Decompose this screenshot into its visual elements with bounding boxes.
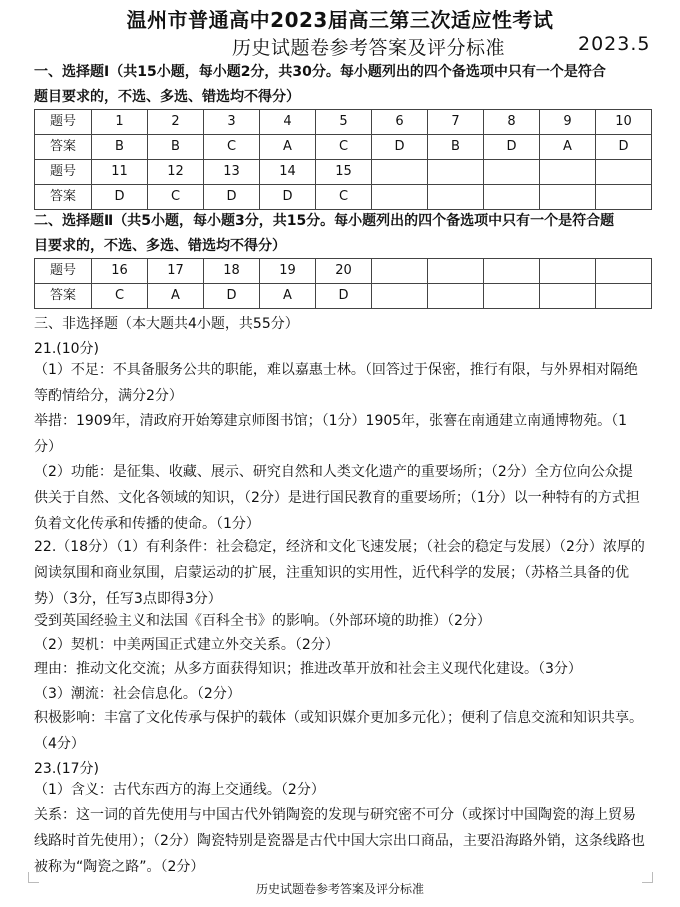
table-cell: A	[148, 284, 204, 309]
table-row-header: 题号	[35, 110, 92, 135]
table-cell: C	[148, 185, 204, 210]
table-cell: 1	[92, 110, 148, 135]
table-cell: D	[260, 185, 316, 210]
table-cell: 4	[260, 110, 316, 135]
table-cell: A	[260, 284, 316, 309]
table-cell: D	[204, 185, 260, 210]
table-cell: 17	[148, 259, 204, 284]
table-cell	[540, 259, 596, 284]
table-cell	[372, 160, 428, 185]
q22-part2: （2）契机：中美两国正式建立外交关系。（2分）	[34, 637, 339, 653]
table-cell: B	[428, 135, 484, 160]
table-cell: D	[484, 135, 540, 160]
table-cell: 13	[204, 160, 260, 185]
table-cell	[484, 284, 540, 309]
q23-label: 23.(17分)	[34, 761, 100, 777]
q21-measures: 举措：1909年，清政府开始筹建京师图书馆；（1分）1905年，张謇在南通建立南通博物苑。（1分）	[34, 413, 628, 455]
section2-heading-line1: 二、选择题Ⅱ（共5小题，每小题3分，共15分。每小题列出的四个备选项中只有一个是符合题	[34, 213, 615, 229]
table-cell	[372, 284, 428, 309]
table-cell: C	[204, 135, 260, 160]
q23-part1: （1）含义：古代东西方的海上交通线。（2分）	[34, 782, 325, 798]
corner-mark-left	[28, 872, 39, 883]
table-cell	[596, 259, 652, 284]
table-cell: 11	[92, 160, 148, 185]
table-cell	[596, 284, 652, 309]
section3-heading: 三、非选择题（本大题共4小题，共55分）	[34, 316, 299, 332]
table-cell: 18	[204, 259, 260, 284]
table-cell	[596, 185, 652, 210]
table-cell: C	[316, 135, 372, 160]
table-cell	[484, 259, 540, 284]
corner-mark-right	[642, 872, 653, 883]
table-cell: 19	[260, 259, 316, 284]
table-cell: B	[92, 135, 148, 160]
q22-part3: （3）潮流：社会信息化。（2分）	[34, 686, 241, 702]
q21-label: 21.(10分)	[34, 341, 100, 357]
table-cell: C	[316, 185, 372, 210]
q23-relation: 关系：这一词的首先使用与中国古代外销陶瓷的发现与研究密不可分（或探讨中国陶瓷的海上贸易线路时首先使用）；（2分）陶瓷特别是瓷器是古代中国大宗出口商品，主要沿海路外销，这条线路也被称为“陶瓷之路”。（2分）	[34, 807, 645, 875]
table-row-header: 答案	[35, 185, 92, 210]
table-cell	[596, 160, 652, 185]
table-row-header: 题号	[35, 259, 92, 284]
table-cell: A	[260, 135, 316, 160]
section2-answer-table	[34, 258, 652, 309]
table-cell: 9	[540, 110, 596, 135]
q22-part1: 22.（18分）（1）有利条件：社会稳定，经济和文化飞速发展；（社会的稳定与发展）（2分）浓厚的阅读氛围和商业氛围，启蒙运动的扩展，注重知识的实用性，近代科学的发展；（苏格兰具备的优势）（3分，任写3点即得3分）	[34, 539, 645, 607]
q22-impact: 积极影响：丰富了文化传承与保护的载体（或知识媒介更加多元化）；便利了信息交流和知识共享。（4分）	[34, 710, 643, 752]
table-cell	[372, 259, 428, 284]
table-cell	[484, 160, 540, 185]
table-cell: 6	[372, 110, 428, 135]
table-cell	[428, 259, 484, 284]
exam-subtitle: 历史试题卷参考答案及评分标准	[232, 37, 506, 59]
section1-heading-line2: 题目要求的，不选、多选、错选均不得分）	[34, 89, 300, 105]
table-cell: 16	[92, 259, 148, 284]
exam-title: 温州市普通高中2023届高三第三次适应性考试	[126, 8, 554, 32]
table-cell	[428, 185, 484, 210]
table-cell: D	[92, 185, 148, 210]
table-cell: D	[316, 284, 372, 309]
table-cell: 14	[260, 160, 316, 185]
table-cell: D	[372, 135, 428, 160]
table-cell: 7	[428, 110, 484, 135]
table-cell	[540, 160, 596, 185]
table-cell	[484, 185, 540, 210]
q22-reason: 理由：推动文化交流；从多方面获得知识；推进改革开放和社会主义现代化建设。（3分）	[34, 661, 582, 677]
table-row-header: 答案	[35, 135, 92, 160]
table-row-header: 题号	[35, 160, 92, 185]
table-cell: 3	[204, 110, 260, 135]
table-row	[35, 284, 652, 309]
table-cell: 5	[316, 110, 372, 135]
section2-heading-line2: 目要求的，不选、多选、错选均不得分）	[34, 238, 286, 254]
table-cell: D	[204, 284, 260, 309]
table-row-header: 答案	[35, 284, 92, 309]
table-row	[35, 185, 652, 210]
table-cell	[372, 185, 428, 210]
table-cell: 12	[148, 160, 204, 185]
table-row	[35, 259, 652, 284]
table-row	[35, 135, 652, 160]
exam-date: 2023.5	[578, 33, 651, 55]
section1-answer-table	[34, 109, 652, 210]
table-cell: A	[540, 135, 596, 160]
table-cell: B	[148, 135, 204, 160]
q21-part2: （2）功能：是征集、收藏、展示、研究自然和人类文化遗产的重要场所；（2分）全方位向公众提供关于自然、文化各领域的知识，（2分）是进行国民教育的重要场所；（1分）以一种特有的方式担负着文化传承和传播的使命。（1分）	[34, 464, 640, 532]
table-row	[35, 110, 652, 135]
table-row	[35, 160, 652, 185]
table-cell	[540, 284, 596, 309]
table-cell	[428, 284, 484, 309]
table-cell: 8	[484, 110, 540, 135]
table-cell	[428, 160, 484, 185]
page-footer: 历史试题卷参考答案及评分标准	[255, 882, 424, 896]
section1-heading-line1: 一、选择题Ⅰ（共15小题，每小题2分，共30分。每小题列出的四个备选项中只有一个是符合	[34, 64, 606, 80]
table-cell	[540, 185, 596, 210]
table-cell: C	[92, 284, 148, 309]
table-cell: 15	[316, 160, 372, 185]
table-cell: 10	[596, 110, 652, 135]
q21-part1: （1）不足：不具备服务公共的职能，难以嘉惠士林。（回答过于保密，推行有限，与外界相对隔绝等酌情给分，满分2分）	[34, 362, 638, 404]
table-cell: 20	[316, 259, 372, 284]
q22-influence: 受到英国经验主义和法国《百科全书》的影响。（外部环境的助推）（2分）	[34, 613, 491, 629]
table-cell: 2	[148, 110, 204, 135]
table-cell: D	[596, 135, 652, 160]
